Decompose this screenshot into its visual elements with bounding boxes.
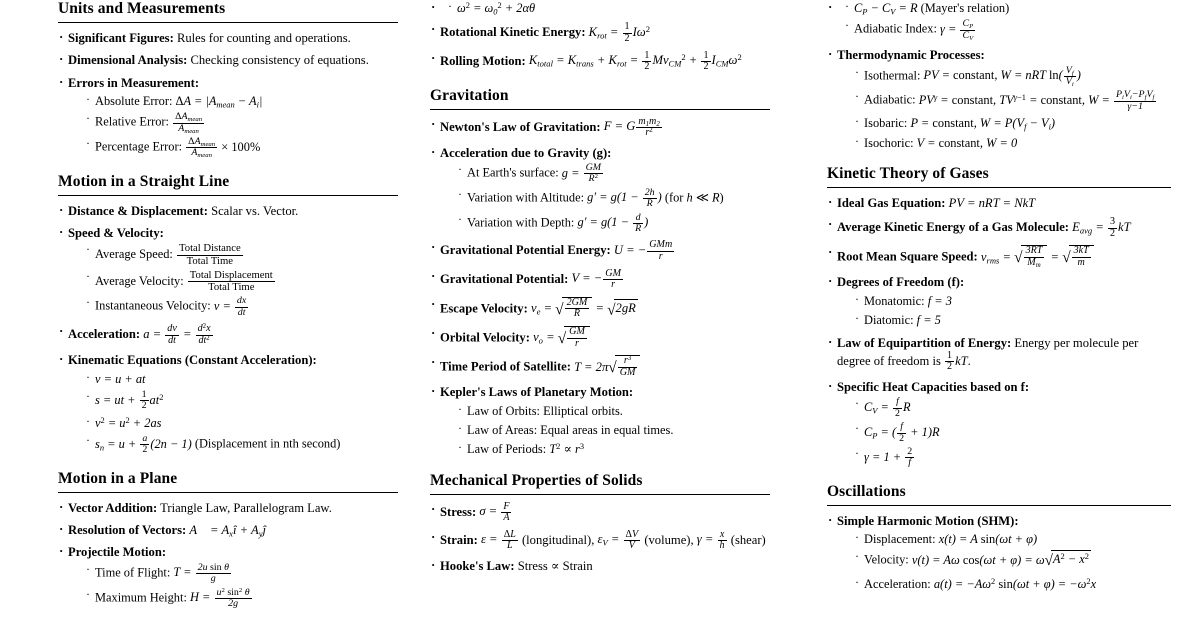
item-label: Relative Error: xyxy=(95,114,169,129)
section-rule xyxy=(827,505,1171,506)
formula-absolute-error: $\Delta A = |A_{mean} - A_i|$ xyxy=(175,93,263,110)
item-label: Root Mean Square Speed: xyxy=(837,249,978,264)
formula-list xyxy=(58,500,398,610)
section-heading: Units and Measurements xyxy=(58,0,226,17)
formula-half-kt: $\frac{1}{2}$ kT xyxy=(947,349,968,373)
sub-formula-list xyxy=(68,93,398,159)
list-item xyxy=(845,19,1171,41)
item-label: Percentage Error: xyxy=(95,139,183,154)
formula-gamma-f: γ = 1 + $\frac{2}{f}$ xyxy=(864,446,913,469)
list-item xyxy=(458,422,770,438)
list-item xyxy=(430,530,770,552)
item-label: Gravitational Potential Energy: xyxy=(440,243,611,258)
item-label: Orbital Velocity: xyxy=(440,330,530,345)
formula-list xyxy=(827,513,1171,592)
formula-s-ut-half-at2: s = ut + $\frac{1}{2}$ $at^2$ xyxy=(95,388,164,412)
list-item xyxy=(86,243,398,266)
sub-formula-list xyxy=(837,531,1171,592)
list-item xyxy=(855,135,1171,151)
list-item xyxy=(86,112,398,134)
list-item xyxy=(430,355,770,378)
list-item xyxy=(855,312,1171,328)
item-label: Isobaric: xyxy=(864,116,908,131)
list-item xyxy=(430,384,770,457)
sub-formula-list xyxy=(440,163,770,234)
formula-satellite-period: T = 2π√ $\frac{r^3}{GM}$ xyxy=(574,360,640,374)
formula-list xyxy=(58,30,398,159)
formula-rolling-motion: $K_{total} = K_{trans} + K_{rot}$ = $\frac{1}{2}$ $Mv_{CM}^2$ + $\frac{1}{2}$ $I_{CM}\omega^2$ xyxy=(528,49,742,73)
list-item xyxy=(827,195,1171,211)
list-item xyxy=(86,563,398,585)
item-note: (longitudinal), xyxy=(521,532,595,547)
item-label: Strain: xyxy=(440,532,478,547)
item-note: (volume), xyxy=(644,532,694,547)
formula-monatomic-f: f = 3 xyxy=(927,293,952,308)
formula-strain-volume: $\varepsilon_V$ = $\frac{\Delta V}{V}$ xyxy=(597,528,639,552)
item-label: Distance & Displacement: xyxy=(68,203,208,218)
item-label: Dimensional Analysis: xyxy=(68,53,188,68)
item-label: Stress: xyxy=(440,504,477,519)
formula-grav-potential: V = − $\frac{GM}{r}$ xyxy=(571,267,621,291)
item-text: Scalar vs. Vector. xyxy=(211,203,299,218)
list-item xyxy=(855,293,1171,309)
item-label: Diatomic: xyxy=(864,313,914,328)
section-heading: Motion in a Straight Line xyxy=(58,172,230,190)
list-item xyxy=(430,145,770,235)
item-label: Isochoric: xyxy=(864,135,914,150)
item-label: Projectile Motion: xyxy=(68,545,167,560)
formula-strain-shear: γ = $\frac{x}{h}$ xyxy=(696,528,725,552)
list-item xyxy=(58,522,398,538)
section-motion-in-a-plane xyxy=(58,470,398,610)
list-item xyxy=(86,137,398,159)
formula-list xyxy=(430,0,770,73)
formula-shm-velocity: v(t) = Aω $\cos(\omega t + \varphi) = \omega√A^2 - x^2$ xyxy=(911,551,1089,570)
item-text: Triangle Law, Parallelogram Law. xyxy=(160,500,332,515)
formula-instantaneous-velocity: v = $\frac{dx}{dt}$ xyxy=(213,295,247,318)
item-label: Instantaneous Velocity: xyxy=(95,298,211,313)
formula-maximum-height: H = $\frac{u^2 \sin^2 \theta}{2g}$ xyxy=(190,586,250,609)
item-label: Rotational Kinetic Energy: xyxy=(440,25,586,40)
formula-rotational-ke: $K_{rot}$ = $\frac{1}{2}$ $I\omega^2$ xyxy=(588,21,650,44)
item-label: Time of Flight: xyxy=(95,565,171,580)
formula-ideal-gas: PV = nRT = NkT xyxy=(948,195,1036,210)
formula-mayers-relation: $C_P - C_V = R$ xyxy=(854,1,918,17)
list-item xyxy=(855,66,1171,88)
formula-relative-error: $\frac{\Delta A_{mean}}{A_{mean}}$ xyxy=(175,111,203,135)
formula-avg-kinetic-energy: $E_{avg}$ = $\frac{3}{2}$ kT xyxy=(1072,216,1131,239)
item-label: Kepler's Laws of Planetary Motion: xyxy=(440,385,634,400)
section-rule xyxy=(430,109,770,110)
formula-escape-velocity: $v_e$ = √ $\frac{2GM}{R}$ = √2gR xyxy=(530,296,636,320)
item-label: Acceleration: xyxy=(864,576,931,591)
section-heading: Mechanical Properties of Solids xyxy=(430,471,643,489)
column-2 xyxy=(397,0,794,623)
formula-list xyxy=(827,0,1171,151)
item-label: Time Period of Satellite: xyxy=(440,359,571,374)
item-text: Checking consistency of equations. xyxy=(190,53,369,68)
item-label: Specific Heat Capacities based on f: xyxy=(837,380,1030,395)
list-item xyxy=(86,415,398,431)
formula-orbital-velocity: $v_o$ = √ $\frac{GM}{r}$ xyxy=(533,330,590,344)
item-label: Maximum Height: xyxy=(95,590,187,605)
list-item xyxy=(58,30,398,46)
item-label: Escape Velocity: xyxy=(440,301,528,316)
item-label: Law of Equipartition of Energy: xyxy=(837,335,1012,350)
item-label: Velocity: xyxy=(864,553,909,568)
item-note: (Mayer's relation) xyxy=(920,1,1010,15)
section-kinetic-theory-of-gases xyxy=(827,165,1171,469)
item-label: Adiabatic Index: xyxy=(854,22,937,37)
formula-sn-nth-second: $s_n = u$ + $\frac{a}{2}$ (2n − 1) xyxy=(95,433,192,456)
section-rule xyxy=(827,187,1171,188)
formula-list xyxy=(430,117,770,458)
section-heading: Gravitation xyxy=(430,86,509,104)
section-thermodynamics-continued xyxy=(827,0,1171,151)
formula-diatomic-f: f = 5 xyxy=(916,313,941,328)
item-label: Absolute Error: xyxy=(95,93,173,108)
formula-cp: $C_P$ = ( $\frac{f}{2}$ + 1)R xyxy=(864,421,940,444)
sub-formula-list xyxy=(440,403,770,458)
formula-stress: σ = $\frac{F}{A}$ xyxy=(479,500,510,524)
formula-isobaric: P = constant, $W = P(V_f - V_i)$ xyxy=(910,116,1056,132)
column-3 xyxy=(794,0,1191,623)
sub-formula-list xyxy=(837,293,1171,329)
sub-formula-list xyxy=(430,0,770,16)
item-label: Acceleration due to Gravity (g): xyxy=(440,145,612,160)
list-item xyxy=(855,397,1171,419)
column-1 xyxy=(0,0,397,623)
formula-v-u-at: v = u + at xyxy=(95,371,146,386)
item-label: Resolution of Vectors: xyxy=(68,523,187,538)
section-mechanical-properties-of-solids xyxy=(430,472,770,574)
list-item xyxy=(430,502,770,524)
list-item xyxy=(827,47,1171,151)
list-item xyxy=(430,117,770,139)
section-rule xyxy=(58,492,398,493)
item-text: Stress ∝ Strain xyxy=(517,558,593,573)
formula-altitude-condition: (for h ≪ R) xyxy=(664,190,724,205)
list-item xyxy=(86,296,398,318)
list-item xyxy=(58,324,398,346)
item-label: Ideal Gas Equation: xyxy=(837,195,946,210)
formula-resolution-vectors: A⃗ = $A_xî$ + $A_yĵ$ xyxy=(189,523,267,539)
formula-rms-speed: $v_{rms}$ = √ $\frac{3RT}{M_m}$ = √ $\frac{3kT}{m}$ xyxy=(981,250,1094,264)
list-item xyxy=(58,75,398,159)
section-motion-in-a-straight-line xyxy=(58,173,398,456)
formula-isothermal: PV = constant, W = nRT ln( $\frac{V_f}{V_i}$ ) xyxy=(923,64,1081,88)
section-rule xyxy=(430,494,770,495)
list-item xyxy=(855,115,1171,131)
item-label: Kinematic Equations (Constant Acceleration): xyxy=(68,353,317,368)
list-item xyxy=(458,163,770,185)
formula-shm-acceleration: $a(t) = -A\omega^2$ $\sin(\omega t + \varphi) = -\omega^2x$ xyxy=(933,575,1097,591)
section-rotational-motion-continued xyxy=(430,0,770,73)
formula-newtons-gravitation: F = G $\frac{m_1m_2}{r^2}$ xyxy=(603,115,660,139)
list-item xyxy=(430,240,770,262)
formula-adiabatic: $PV^\gamma$ = constant, $TV^{\gamma-1}$ = constant, W = $\frac{P_iV_i-P_fV_f}{\gamma-1}$ xyxy=(918,89,1155,112)
list-item xyxy=(827,379,1171,469)
item-label: Errors in Measurement: xyxy=(68,75,200,90)
item-label: Law of Areas: xyxy=(467,422,538,437)
item-label: Isothermal: xyxy=(864,68,921,83)
item-label: Adiabatic: xyxy=(864,93,916,108)
list-item xyxy=(458,441,770,457)
sub-formula-list xyxy=(68,563,398,610)
list-item xyxy=(86,588,398,610)
sub-formula-list xyxy=(68,371,398,456)
list-item xyxy=(58,225,398,318)
formula-cv: $C_V$ = $\frac{f}{2}$ R xyxy=(864,396,911,419)
item-label: Newton's Law of Gravitation: xyxy=(440,119,601,134)
item-label: Variation with Depth: xyxy=(467,215,575,230)
item-label: Average Speed: xyxy=(95,247,173,262)
list-item xyxy=(855,531,1171,547)
section-rule xyxy=(58,22,398,23)
item-label: Significant Figures: xyxy=(68,30,174,45)
item-label: Law of Orbits: xyxy=(467,403,540,418)
item-text: Energy per molecule per degree of freedom is xyxy=(837,335,1139,368)
list-item xyxy=(86,371,398,387)
list-item xyxy=(86,93,398,109)
formula-list xyxy=(827,195,1171,469)
formula-list xyxy=(58,203,398,456)
list-item xyxy=(430,558,770,574)
item-label: Law of Periods: xyxy=(467,442,547,457)
formula-isochoric: V = constant, W = 0 xyxy=(916,135,1018,150)
formula-v2-u2-2as: $v^2 = u^2 + 2as$ xyxy=(95,414,162,430)
list-item xyxy=(827,217,1171,239)
item-text: Equal areas in equal times. xyxy=(540,422,674,437)
list-item xyxy=(827,335,1171,374)
item-label: Vector Addition: xyxy=(68,500,158,515)
item-label: Thermodynamic Processes: xyxy=(837,48,985,63)
item-label: Speed & Velocity: xyxy=(68,226,164,241)
list-item xyxy=(430,269,770,291)
list-item-wrapper xyxy=(827,0,1171,41)
list-item xyxy=(827,513,1171,592)
section-heading: Kinetic Theory of Gases xyxy=(827,164,989,182)
list-item-wrapper xyxy=(430,0,770,16)
sub-formula-list xyxy=(68,243,398,318)
list-item xyxy=(58,500,398,516)
section-oscillations xyxy=(827,483,1171,592)
item-note: (Displacement in nth second) xyxy=(194,436,341,451)
item-text: Rules for counting and operations. xyxy=(176,30,351,45)
section-heading: Oscillations xyxy=(827,482,906,500)
formula-omega-squared: $\omega^2 = \omega_0^2 + 2\alpha\theta$ xyxy=(457,0,536,17)
item-label: Hooke's Law: xyxy=(440,558,515,573)
item-label: Degrees of Freedom (f): xyxy=(837,275,965,290)
formula-acceleration: a = $\frac{dv}{dt}$ = $\frac{d^2x}{dt^2}$ xyxy=(143,322,211,346)
item-label: Average Velocity: xyxy=(95,273,184,288)
list-item xyxy=(430,297,770,320)
list-item xyxy=(827,274,1171,328)
formula-list xyxy=(430,502,770,575)
formula-shm-displacement: x(t) = A sin(ωt + φ) xyxy=(938,532,1038,546)
list-item xyxy=(86,390,398,412)
section-gravitation xyxy=(430,87,770,458)
list-item xyxy=(827,245,1171,268)
sub-formula-list xyxy=(827,0,1171,41)
formula-g-surface: g = $\frac{GM}{R^2}$ xyxy=(561,162,601,185)
sub-formula-list xyxy=(837,397,1171,468)
formula-g-altitude: g′ = g(1 − $\frac{2h}{R}$ ) xyxy=(587,186,662,210)
formula-g-depth: g′ = g(1 − $\frac{d}{R}$ ) xyxy=(577,211,649,235)
item-text: Elliptical orbits. xyxy=(543,403,623,418)
list-item xyxy=(855,550,1171,572)
list-item xyxy=(855,447,1171,469)
item-label: Displacement: xyxy=(864,532,936,546)
item-text-tail: . xyxy=(967,353,971,368)
list-item xyxy=(430,326,770,349)
item-label: Variation with Altitude: xyxy=(467,190,585,205)
formula-average-speed: $\frac{\text{Total Distance}}{\text{Total Time}}$ xyxy=(178,243,241,267)
item-label: Acceleration: xyxy=(68,326,141,341)
item-note: (shear) xyxy=(730,532,766,547)
section-units-and-measurements xyxy=(58,0,398,159)
list-item xyxy=(458,403,770,419)
list-item xyxy=(86,434,398,456)
formula-grav-potential-energy: U = − $\frac{\text{GMm}}{r}$ xyxy=(613,239,673,263)
item-label: Average Kinetic Energy of a Gas Molecule: xyxy=(837,219,1069,234)
list-item xyxy=(58,52,398,68)
list-item xyxy=(58,203,398,219)
section-rule xyxy=(58,195,398,196)
formula-adiabatic-index: γ = $\frac{C_P}{C_V}$ xyxy=(940,18,974,42)
formula-average-velocity: $\frac{\text{Total Displacement}}{\text{Total Time}}$ xyxy=(189,269,273,293)
section-heading: Motion in a Plane xyxy=(58,469,178,487)
sub-formula-list xyxy=(837,66,1171,151)
list-item xyxy=(448,0,770,16)
list-item xyxy=(458,188,770,210)
list-item xyxy=(458,213,770,235)
item-label: Monatomic: xyxy=(864,293,925,308)
list-item xyxy=(855,576,1171,592)
list-item xyxy=(855,422,1171,444)
list-item xyxy=(58,544,398,609)
list-item xyxy=(430,22,770,44)
formula-law-of-periods: $T^2 \propto r^3$ xyxy=(549,441,585,457)
item-label: At Earth's surface: xyxy=(467,165,559,180)
item-label: Rolling Motion: xyxy=(440,53,526,68)
formula-time-of-flight: T = $\frac{\text{2u sin θ}}{g}$ xyxy=(173,561,229,585)
item-label: Gravitational Potential: xyxy=(440,271,569,286)
list-item xyxy=(855,90,1171,112)
list-item xyxy=(430,51,770,73)
list-item xyxy=(58,352,398,456)
formula-percentage-error: $\frac{\Delta A_{mean}}{A_{mean}}$ × 100% xyxy=(188,136,261,160)
list-item xyxy=(86,270,398,293)
item-label: Simple Harmonic Motion (SHM): xyxy=(837,513,1019,528)
list-item xyxy=(845,0,1171,16)
formula-strain-longitudinal: ε = $\frac{\Delta L}{L}$ xyxy=(480,528,516,552)
